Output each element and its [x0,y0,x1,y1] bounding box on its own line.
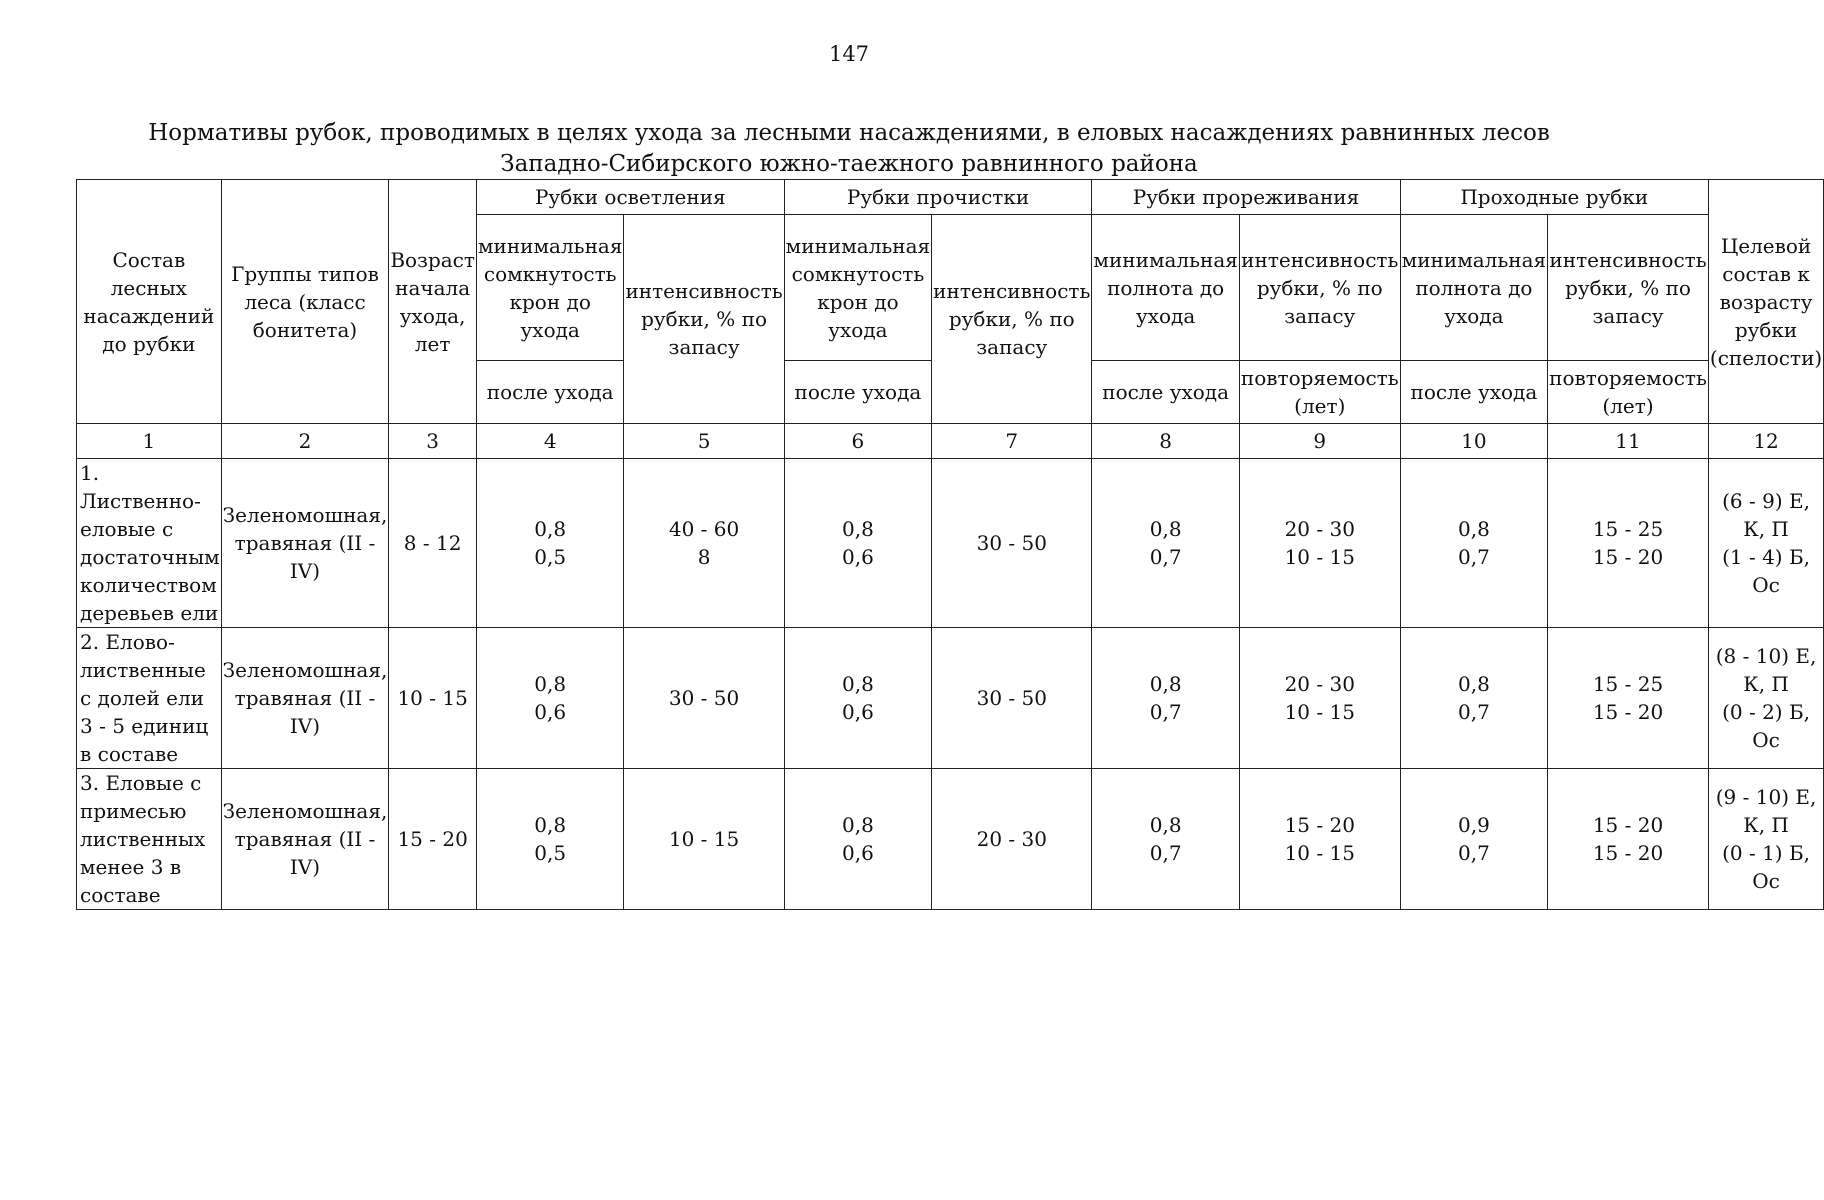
column-number: 6 [784,424,932,459]
row-cell-4: 0,8 0,5 [476,769,624,910]
row-cell-9: 20 - 30 10 - 15 [1239,628,1400,769]
header-start-age: Возраст начала ухода, лет [389,180,477,424]
header-forest-groups: Группы типов леса (класс бонитета) [221,180,389,424]
title-line-1: Нормативы рубок, проводимых в целях ухода за лесными насаждениями, в еловых насаждениях равнинных лесов [148,120,1550,146]
header-cleaning-intensity: интенсивность рубки, % по запасу [932,215,1092,424]
column-number: 5 [624,424,784,459]
header-thinning-intensity: интенсивность рубки, % по запасу [1239,215,1400,361]
row-cell-6: 0,8 0,6 [784,628,932,769]
table-row [77,769,1824,910]
row-cell-11: 15 - 25 15 - 20 [1548,628,1709,769]
header-thinning-after: после ухода [1092,361,1240,424]
column-number: 8 [1092,424,1240,459]
row-target-composition: (6 - 9) Е, К, П (1 - 4) Б, Ос [1708,459,1823,628]
header-clarification-intensity: интенсивность рубки, % по запасу [624,215,784,424]
header-passage-intensity: интенсивность рубки, % по запасу [1548,215,1709,361]
column-number: 2 [221,424,389,459]
row-forest-group: Зеленомошная, травяная (II - IV) [221,628,389,769]
row-cell-9: 20 - 30 10 - 15 [1239,459,1400,628]
row-cell-5: 40 - 60 8 [624,459,784,628]
column-numbers-row [77,424,1824,459]
row-composition: 2. Елово-лиственные с долей ели 3 - 5 единиц в составе [77,628,222,769]
row-cell-10: 0,8 0,7 [1400,628,1548,769]
row-cell-5: 30 - 50 [624,628,784,769]
header-thinning-repeat: повторяемость (лет) [1239,361,1400,424]
column-number: 1 [77,424,222,459]
row-cell-4: 0,8 0,6 [476,628,624,769]
document-title [0,118,1698,180]
column-number: 10 [1400,424,1548,459]
row-target-composition: (9 - 10) Е, К, П (0 - 1) Б, Ос [1708,769,1823,910]
norms-table [76,179,1824,910]
row-cell-7: 30 - 50 [932,459,1092,628]
column-number: 7 [932,424,1092,459]
row-start-age: 10 - 15 [389,628,477,769]
header-composition: Состав лесных насаждений до рубки [77,180,222,424]
row-cell-4: 0,8 0,5 [476,459,624,628]
title-line-2: Западно-Сибирского южно-таежного равнинного района [500,151,1198,177]
header-passage-min-fullness: минимальная полнота до ухода [1400,215,1548,361]
row-composition: 1. Лиственно-еловые с достаточным количеством деревьев ели [77,459,222,628]
table-row [77,459,1824,628]
header-clarification-after: после ухода [476,361,624,424]
row-composition: 3. Еловые с примесью лиственных менее 3 в составе [77,769,222,910]
row-cell-11: 15 - 20 15 - 20 [1548,769,1709,910]
header-clarification: Рубки осветления [476,180,784,215]
header-clarification-min-density: минимальная сомкнутость крон до ухода [476,215,624,361]
column-number: 3 [389,424,477,459]
column-number: 12 [1708,424,1823,459]
row-cell-8: 0,8 0,7 [1092,459,1240,628]
row-cell-6: 0,8 0,6 [784,459,932,628]
row-start-age: 15 - 20 [389,769,477,910]
header-thinning: Рубки прореживания [1092,180,1400,215]
header-cleaning-min-density: минимальная сомкнутость крон до ухода [784,215,932,361]
table-row [77,628,1824,769]
page-number: 147 [828,42,870,66]
header-cleaning-after: после ухода [784,361,932,424]
row-cell-9: 15 - 20 10 - 15 [1239,769,1400,910]
header-passage-after: после ухода [1400,361,1548,424]
row-forest-group: Зеленомошная, травяная (II - IV) [221,459,389,628]
row-start-age: 8 - 12 [389,459,477,628]
row-cell-5: 10 - 15 [624,769,784,910]
header-cleaning: Рубки прочистки [784,180,1092,215]
row-cell-10: 0,8 0,7 [1400,459,1548,628]
header-thinning-min-fullness: минимальная полнота до ухода [1092,215,1240,361]
header-passage-repeat: повторяемость (лет) [1548,361,1709,424]
row-cell-10: 0,9 0,7 [1400,769,1548,910]
row-cell-7: 30 - 50 [932,628,1092,769]
column-number: 11 [1548,424,1709,459]
header-target-composition: Целевой состав к возрасту рубки (спелости) [1708,180,1823,424]
row-cell-8: 0,8 0,7 [1092,769,1240,910]
row-target-composition: (8 - 10) Е, К, П (0 - 2) Б, Ос [1708,628,1823,769]
row-cell-11: 15 - 25 15 - 20 [1548,459,1709,628]
header-passage: Проходные рубки [1400,180,1708,215]
row-forest-group: Зеленомошная, травяная (II - IV) [221,769,389,910]
column-number: 9 [1239,424,1400,459]
column-number: 4 [476,424,624,459]
row-cell-6: 0,8 0,6 [784,769,932,910]
row-cell-8: 0,8 0,7 [1092,628,1240,769]
row-cell-7: 20 - 30 [932,769,1092,910]
